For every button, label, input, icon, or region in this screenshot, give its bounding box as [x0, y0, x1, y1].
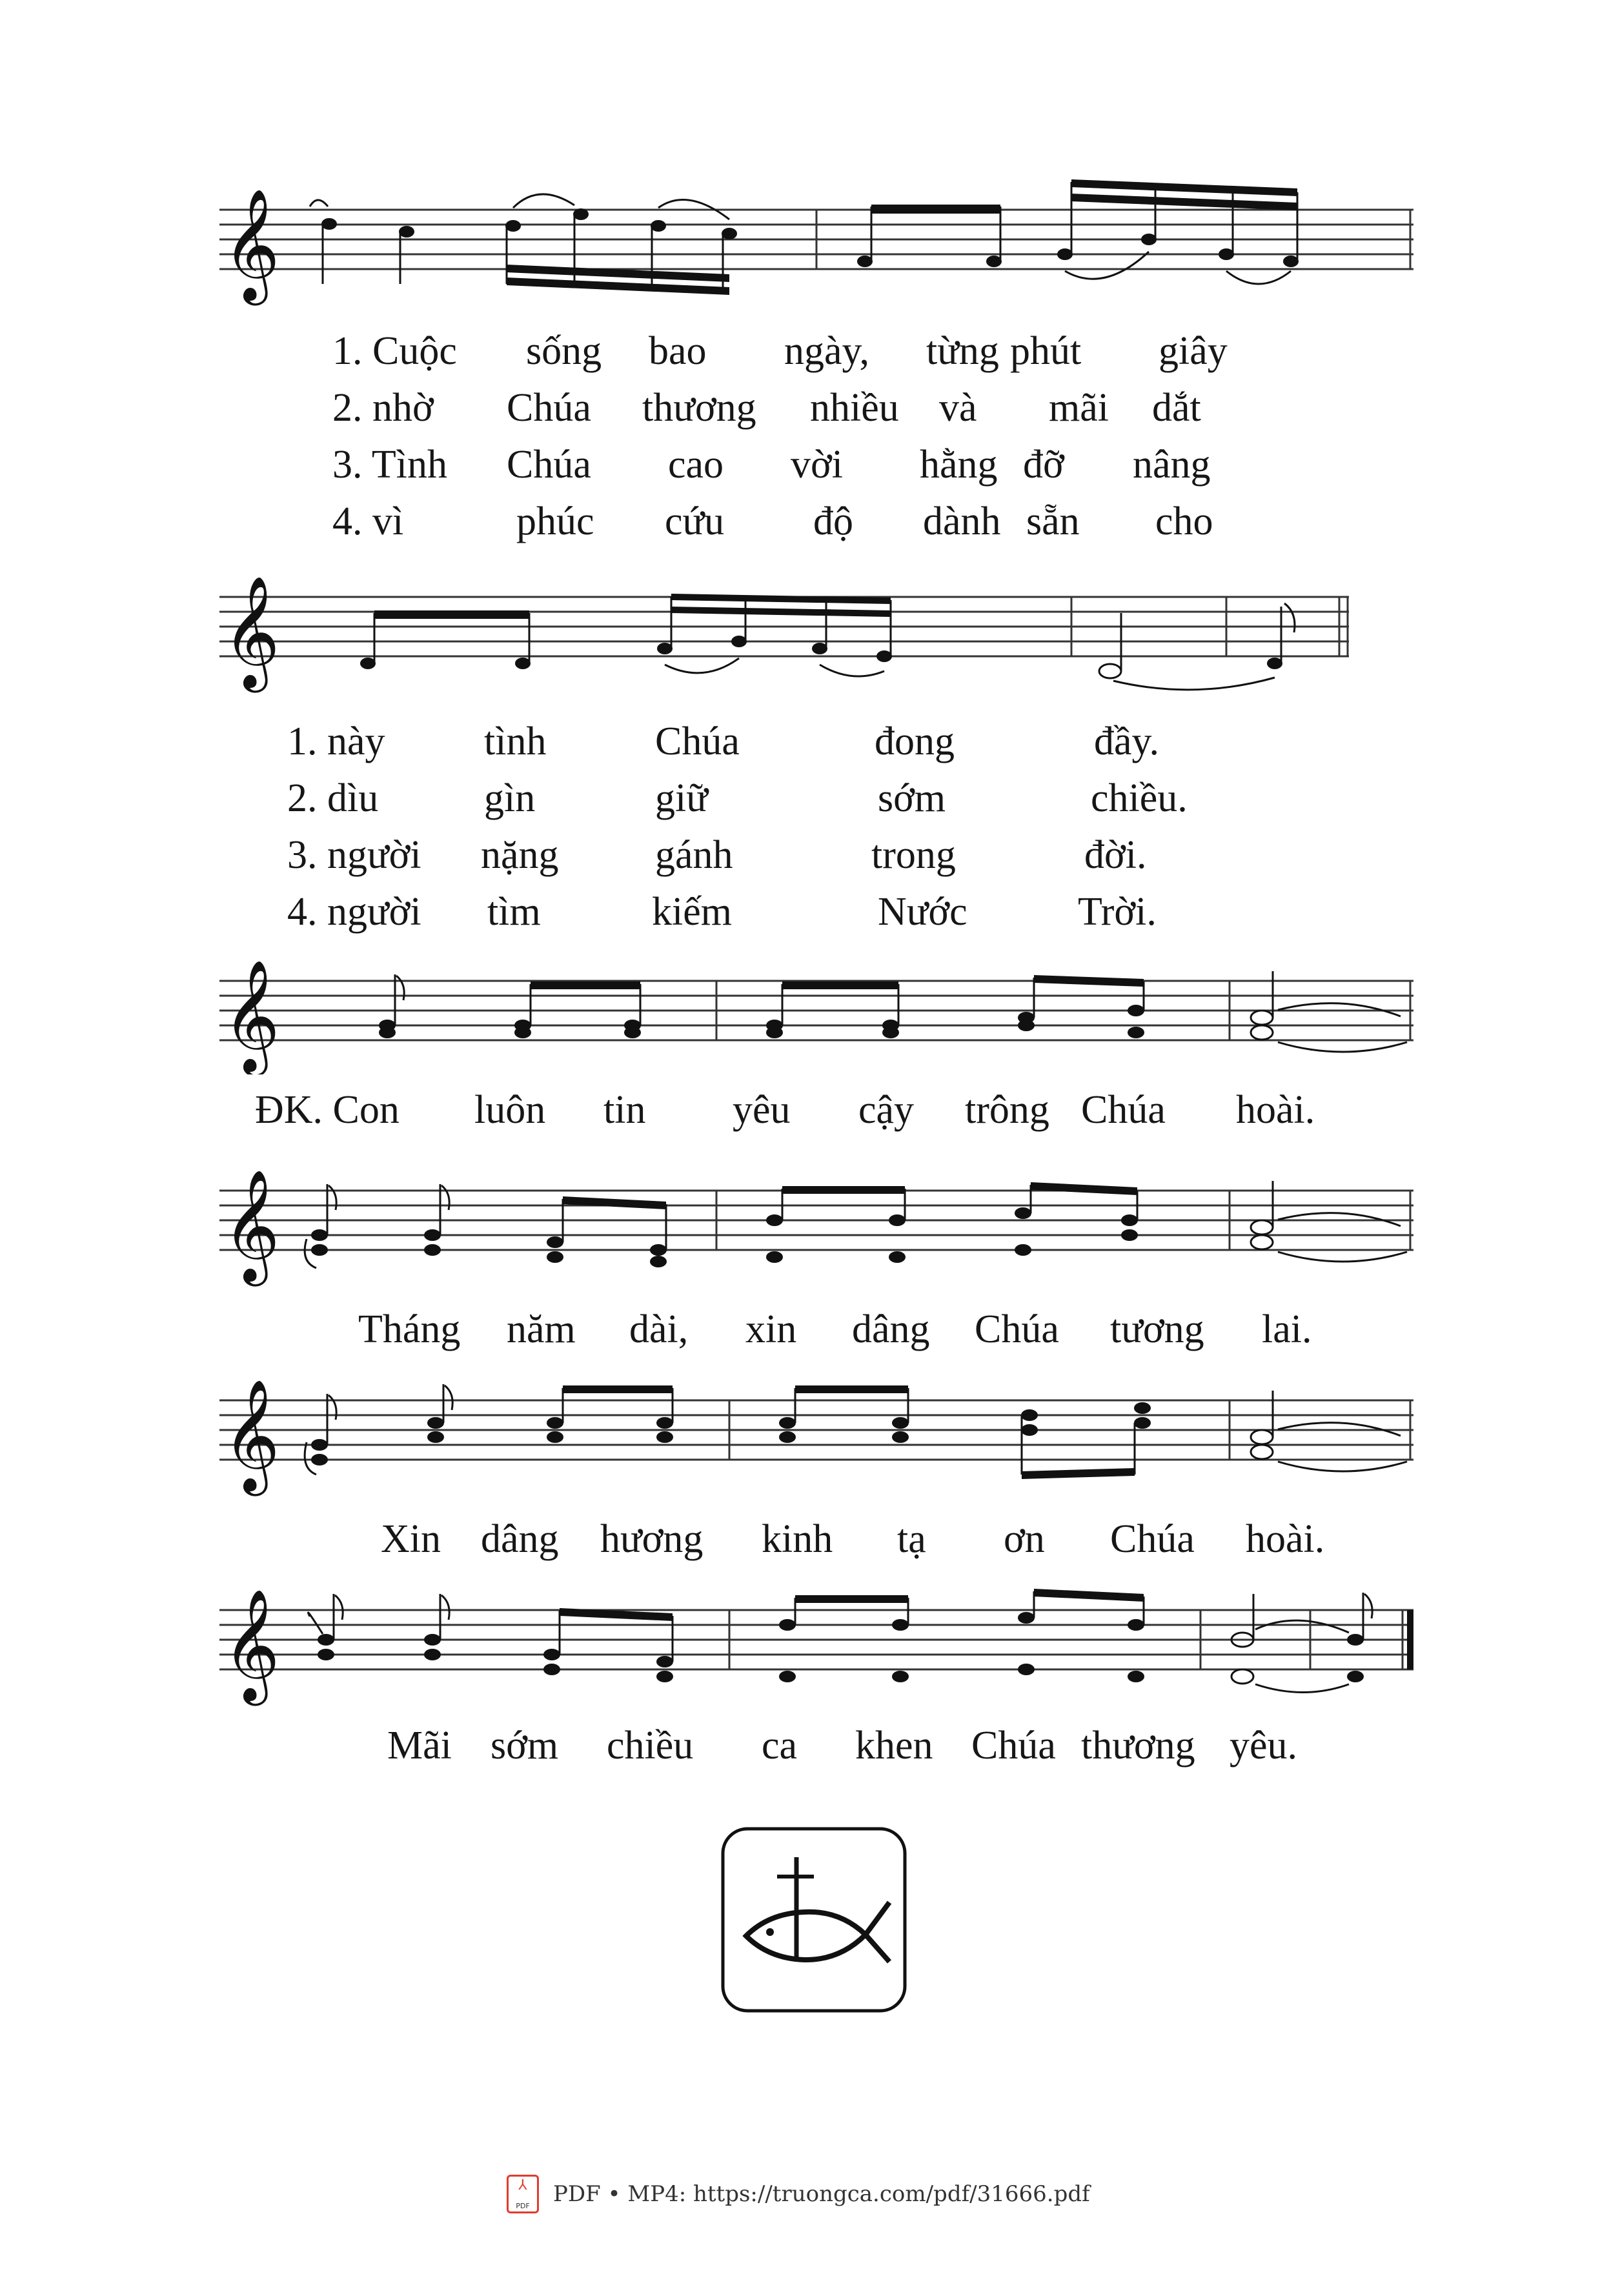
- verse-line-2: 2. nhờ Chúa thương nhiều và mãi dắt: [332, 386, 1201, 430]
- verse-line-4: 4. vì phúc cứu độ dành sẵn cho: [332, 499, 1213, 543]
- pdf-file-icon: ⅄ PDF: [507, 2175, 539, 2213]
- refrain-line-3: Xin dâng hương kinh tạ ơn Chúa hoài.: [381, 1517, 1325, 1561]
- svg-text:𝄞: 𝄞: [223, 576, 280, 688]
- verse-lyrics-part1: [332, 323, 1242, 550]
- refrain-line-4: Mãi sớm chiều ca khen Chúa thương yêu.: [387, 1724, 1298, 1767]
- music-staff-3-refrain: [213, 945, 1413, 1074]
- verse-lyrics-part2: [287, 713, 1223, 940]
- music-staff-4-refrain: [213, 1155, 1413, 1291]
- refrain-line-2: Tháng năm dài, xin dâng Chúa tương lai.: [358, 1307, 1312, 1351]
- verse2-line-3: 3. người nặng gánh trong đời.: [287, 833, 1147, 877]
- svg-text:𝄞: 𝄞: [223, 1169, 280, 1282]
- svg-text:𝄞: 𝄞: [223, 960, 280, 1072]
- svg-text:𝄞: 𝄞: [223, 1589, 280, 1701]
- music-staff-1: [213, 174, 1413, 323]
- svg-text:𝄞: 𝄞: [223, 188, 280, 301]
- verse2-line-1: 1. này tình Chúa đong đầy.: [287, 720, 1159, 763]
- ichthys-fish-cross-icon: [720, 1826, 907, 2013]
- music-staff-2: [213, 561, 1413, 703]
- footer-pdf-link[interactable]: [507, 2175, 1090, 2213]
- verse2-line-4: 4. người tìm kiếm Nước Trời.: [287, 890, 1157, 934]
- verse-line-3: 3. Tình Chúa cao vời hằng đỡ nâng: [332, 443, 1211, 487]
- verse2-line-2: 2. dìu gìn giữ sớm chiều.: [287, 776, 1188, 820]
- music-staff-5-refrain: [213, 1365, 1413, 1500]
- footer-link-text[interactable]: PDF • MP4: https://truongca.com/pdf/31666.pdf: [553, 2181, 1090, 2207]
- refrain-line-1: ĐK. Con luôn tin yêu cậy trông Chúa hoài.: [255, 1088, 1315, 1132]
- verse-line-1: 1. Cuộc sống bao ngày, từng phút giây: [332, 329, 1228, 373]
- music-staff-6-refrain: [213, 1575, 1413, 1710]
- svg-text:𝄞: 𝄞: [223, 1379, 280, 1491]
